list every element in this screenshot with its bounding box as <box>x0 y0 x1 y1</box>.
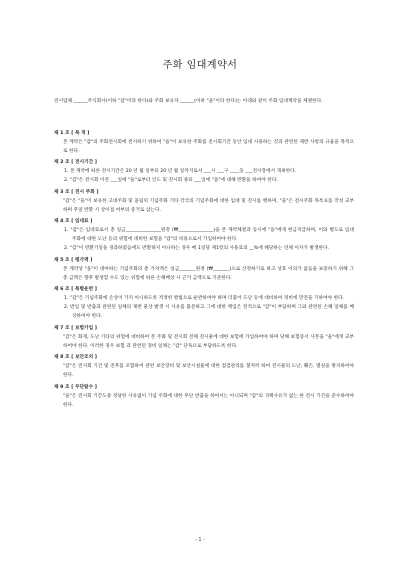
article-heading: 제 2 조 [ 전시기간 ] <box>54 160 97 165</box>
article <box>54 217 354 253</box>
article-heading: 제 7 조 [ 보험가입 ] <box>54 325 97 331</box>
article-paragraph: "갑"은 전시회 기간 및 전후를 포함하여 관련 보안장비 및 보안시설물에 대한 점검관리를 철저히 하여 전시물의 도난, 훼손, 멸실을 방지하여야 한다. <box>63 364 354 378</box>
article <box>54 188 354 215</box>
article <box>54 353 354 380</box>
article-heading: 제 6 조 [ 특별운반 ] <box>54 287 97 292</box>
article-heading: 제 3 조 [ 전시 주화 ] <box>54 189 99 195</box>
article-paragraph: "을"은 전시회 기간도중 정당한 사유없이 기념 주화에 대한 무단 반출을 하여서는 아니되며 "갑"의 귀책사유가 없는 한 전시 기간을 준수하여야 한다. <box>63 393 354 408</box>
article-heading: 제 8 조 [ 보안조치 ] <box>54 355 97 360</box>
article-item: 1. "갑"은 임대료로서 총 일금_______________원정 (₩_______________)을 본 계약체결과 동시에 "을"에게 현금지급하며, 이와 별도로 임대 주화에 대한 도난 등의 위험에 대비한 보험을 "갑"의 비용으로서 가입하여야 한다. <box>64 228 354 242</box>
article-item: 2. "갑"이 반환기일을 경과하였음에도 반환하지 아니하는 경우 매 1일당 제1항의 사용료의 __%에 해당하는 연체 이자가 발생한다. <box>64 246 330 251</box>
article-paragraph: 본 계약은 "갑"의 주화전시회에 전시하기 위하여 "을"이 보유한 주화를 전시회기간 동안 임대 사용하는 것과 관련된 제반 사항의 규율을 목적으로 한다. <box>63 139 354 154</box>
article <box>54 256 354 283</box>
article <box>54 285 354 321</box>
article <box>54 324 354 351</box>
article <box>54 129 354 156</box>
article <box>54 383 354 410</box>
page-number: - 1 - <box>195 537 205 543</box>
article-item: 2. "갑"은 전시회 이전 ___일에 "을"로부터 인도 및 전시회 종료 ___일에 "을"에 대해 반환을 하여야 한다. <box>64 178 278 183</box>
article <box>54 158 354 185</box>
article-paragraph: 본 계약상 "을"이 대여하는 기념주화의 총 가치액은 일금_______원정 (₩_______)으로 산정하기로 하고 상호 이의가 없음을 보증하기 위해 그 총 금액은 향후 발생할 수도 있는 위험에 따른 손해배상 시 근거 금액으로 기준한다. <box>63 266 354 281</box>
articles-container <box>54 126 354 410</box>
document-title: 주화 임대계약서 <box>162 60 238 71</box>
article-heading: 제 4 조 [ 임대료 ] <box>54 219 93 224</box>
intro-paragraph: 전시업체 ______주식회사(이하 "갑"이라 한다)와 주화 보유자 ______(이하 "을"이라 한다)는 아래와 같이 주화 임대계약을 체결한다. <box>54 99 323 104</box>
article-item: 1. "갑"은 기념주화에 손상이 가지 아니하도록 적정한 방법으로 운반하여야 하며 더불어 도난 등에 대비하여 경비에 만전을 기하여야 한다. <box>64 296 345 301</box>
article-heading: 제 1 조 [ 목 적 ] <box>54 130 90 136</box>
article-heading: 제 9 조 [ 무단탈수 ] <box>54 384 97 390</box>
article-item: 2. 반입 및 반출과 관련된 일체의 제반 물상 발생 시 사유를 불문하고 그에 대한 책임은 전적으로 "갑"이 부담하며 그와 관련된 손해 일체를 배상하여야 한다. <box>64 305 354 319</box>
article-paragraph: "갑"은 화재, 도난 기타의 위험에 대비하여 본 주화 및 전시회 전체 전시물에 대한 보험에 가입하여야 하며 당해 보험증서 사본을 "을"에게 교부하여야 한다. 이러한 경우 보험 과 관련된 경비 일체는 "갑" 단독으로 부담하도록 한다. <box>63 334 354 349</box>
article-heading: 제 5 조 [ 평가액 ] <box>54 257 93 263</box>
article-item: 1. 본 계약에 따른 전시기간은 20 년 월 일부터 20 년 월 일까지로서 ___시 ___구 ____동 ___전시장에서 개최한다. <box>64 169 297 174</box>
article-paragraph: "갑"은 "을"이 보유한 고대주화 및 올림픽 기념주화 기타 각국의 기념주화에 대한 임대 및 전시를 행하며, "을"은 전시주화 목록표를 작성 교부하며 후일 반환 시 상이점 여부의 증거로 삼는다. <box>63 198 354 213</box>
